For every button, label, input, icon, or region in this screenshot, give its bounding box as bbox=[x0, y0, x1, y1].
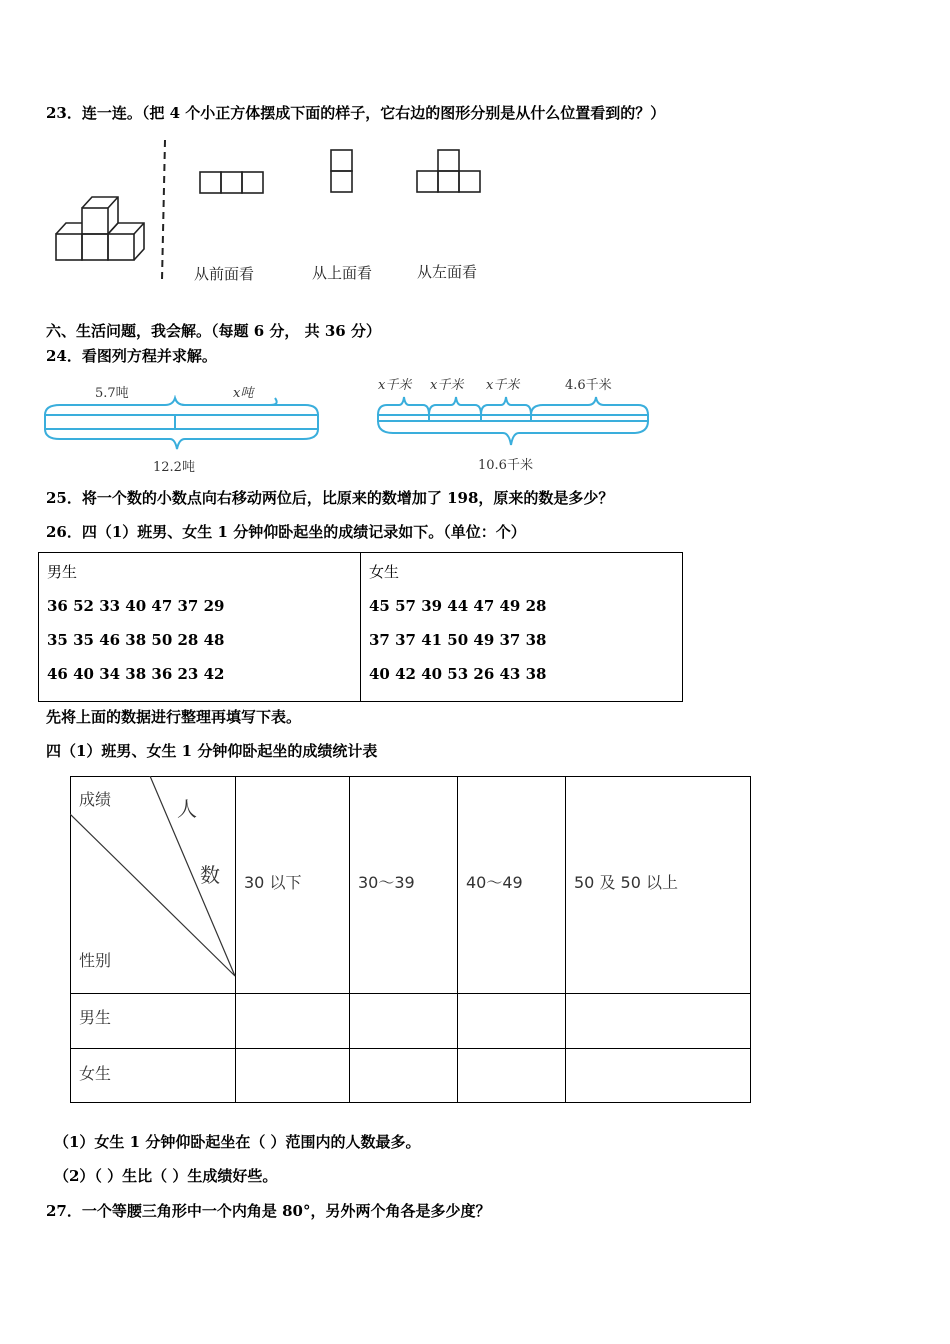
boys-row: 36 52 33 40 47 37 29 bbox=[47, 597, 225, 615]
q24-left-diagram bbox=[40, 395, 330, 455]
cube-stack-figure bbox=[56, 197, 144, 260]
girls-row: 40 42 40 53 26 43 38 bbox=[369, 665, 547, 683]
stat-table bbox=[70, 776, 751, 1103]
boys-label: 男生 bbox=[47, 563, 78, 581]
column-header: 50 及 50 以上 bbox=[574, 873, 678, 892]
corner-count-label: 数 bbox=[200, 863, 220, 887]
left-view-label: 从左面看 bbox=[417, 263, 478, 281]
boys-record-cell bbox=[39, 553, 361, 702]
section6-title: 六、生活问题，我会解。（每题 6 分， 共 36 分） bbox=[46, 322, 381, 340]
girls-label: 女生 bbox=[369, 563, 400, 581]
front-view-figure bbox=[200, 172, 263, 193]
q24-left-total: 12.2吨 bbox=[153, 460, 195, 475]
q24-right-part2: x千米 bbox=[430, 378, 464, 393]
top-view-label: 从上面看 bbox=[312, 264, 373, 282]
girls-record-cell bbox=[361, 553, 683, 702]
q24-right-part4: 4.6千米 bbox=[565, 378, 612, 393]
column-header: 30 以下 bbox=[244, 873, 302, 892]
row-header-boys: 男生 bbox=[79, 1008, 112, 1027]
stat-table-title: 四（1）班男、女生 1 分钟仰卧起坐的成绩统计表 bbox=[46, 742, 378, 760]
q26-sub1: （1）女生 1 分钟仰卧起坐在（ ）范围内的人数最多。 bbox=[54, 1133, 421, 1151]
column-header: 30～39 bbox=[358, 873, 415, 892]
q23-title: 23．连一连。（把 4 个小正方体摆成下面的样子，它右边的图形分别是从什么位置看到的？） bbox=[46, 104, 666, 122]
top-view-figure bbox=[331, 150, 352, 192]
left-view-figure bbox=[417, 150, 480, 192]
corner-score-label: 成绩 bbox=[79, 790, 112, 809]
q24-right-part1: x千米 bbox=[378, 378, 412, 393]
q25-title: 25．将一个数的小数点向右移动两位后，比原来的数增加了 198，原来的数是多少？ bbox=[46, 489, 614, 507]
girls-row: 37 37 41 50 49 37 38 bbox=[369, 631, 547, 649]
corner-gender-label: 性别 bbox=[79, 951, 112, 970]
q27-title: 27．一个等腰三角形中一个内角是 80°，另外两个角各是多少度？ bbox=[46, 1202, 491, 1220]
q24-title: 24．看图列方程并求解。 bbox=[46, 347, 217, 365]
q24-right-part3: x千米 bbox=[486, 378, 520, 393]
corner-people-label: 人 bbox=[177, 797, 197, 821]
boys-row: 46 40 34 38 36 23 42 bbox=[47, 665, 225, 683]
q24-right-total: 10.6千米 bbox=[478, 458, 533, 473]
girls-row: 45 57 39 44 47 49 28 bbox=[369, 597, 547, 615]
q26-title: 26．四（1）班男、女生 1 分钟仰卧起坐的成绩记录如下。（单位：个） bbox=[46, 523, 526, 541]
q24-left-part2: x吨 bbox=[233, 386, 254, 401]
column-header: 40～49 bbox=[466, 873, 523, 892]
q26-instruction: 先将上面的数据进行整理再填写下表。 bbox=[46, 708, 302, 726]
q24-left-part1: 5.7吨 bbox=[95, 386, 129, 401]
record-table bbox=[38, 552, 683, 702]
front-view-label: 从前面看 bbox=[194, 265, 255, 283]
q24-right-diagram bbox=[373, 393, 658, 453]
dashed-divider bbox=[162, 140, 165, 280]
boys-row: 35 35 46 38 50 28 48 bbox=[47, 631, 225, 649]
q26-sub2: （2）（ ）生比（ ）生成绩好些。 bbox=[54, 1167, 278, 1185]
row-header-girls: 女生 bbox=[79, 1064, 112, 1083]
